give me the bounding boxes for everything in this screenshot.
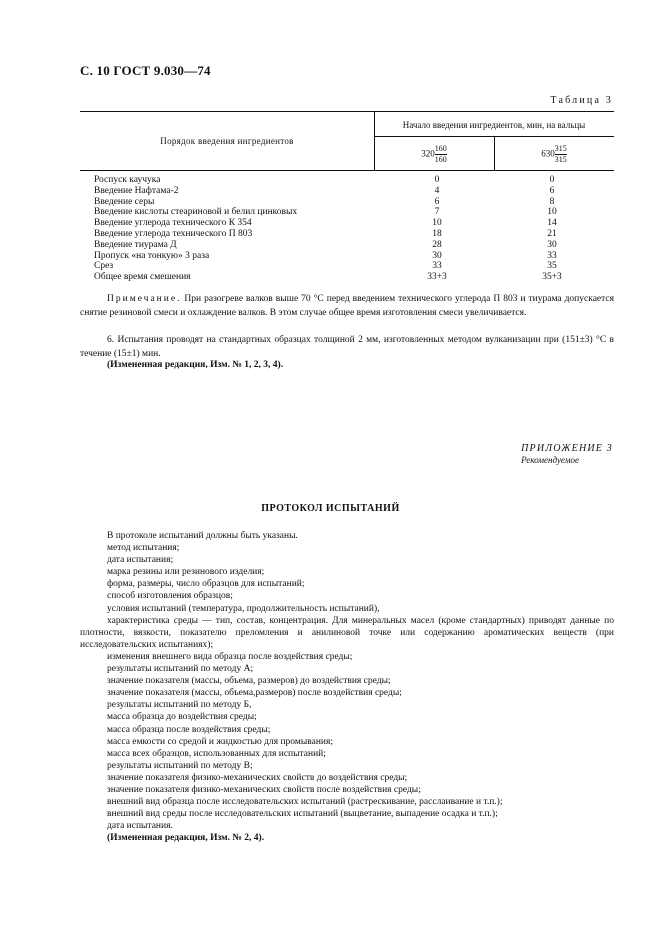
amendment-note-2: (Измененная редакция, Изм. № 2, 4). <box>107 833 265 844</box>
page-header: С. 10 ГОСТ 9.030—74 <box>80 63 211 78</box>
row-value-1: 7 <box>434 207 440 218</box>
amendment-note-1: (Измененная редакция, Изм. № 1, 2, 3, 4). <box>107 360 284 370</box>
appendix-subtitle: Рекомендуемое <box>521 455 579 465</box>
subcolumn-2-fraction <box>555 144 567 165</box>
row-value-2: 6 <box>549 185 555 196</box>
subcolumn-1-denominator: 160 <box>434 155 447 164</box>
protocol-line: способ изготовления образцов; <box>107 591 233 602</box>
column-header-order: Порядок введения ингредиентов <box>160 136 294 146</box>
protocol-line: внешний вид среды после исследовательских испытаний (выцветание, выпадение осадка и т.п.); <box>107 809 498 820</box>
protocol-paragraph: характеристика среды — тип, состав, концентрация. Для минеральных масел (кроме стандартных) приводят данные по плотности, вязкости, показателю преломления и анилиновой точке или содержанию ароматических веществ (при исследовательских испытаниях); <box>80 615 614 650</box>
table-note <box>80 293 614 320</box>
row-name: Срез <box>94 261 114 272</box>
row-value-2: 33 <box>547 250 557 261</box>
column-group-header: Начало введения ингредиентов, мин, на вальцы <box>402 120 586 130</box>
table-row <box>94 175 614 186</box>
table-row <box>94 240 614 251</box>
row-name: Пропуск «на тонкую» 3 раза <box>94 250 210 261</box>
protocol-line: дата испытания. <box>107 821 173 832</box>
table-row <box>94 218 614 229</box>
row-value-1: 6 <box>434 196 440 207</box>
subcolumn-header-2 <box>494 144 614 165</box>
protocol-line: масса всех образцов, использованных для испытаний; <box>107 748 326 759</box>
row-name: Введение кислоты стеариновой и белил цинковых <box>94 207 298 218</box>
table-header-rule <box>80 170 614 171</box>
protocol-line: значение показателя (массы, объема, размеров) до воздействия среды; <box>107 676 391 687</box>
protocol-line: форма, размеры, число образцов для испытаний; <box>107 579 305 590</box>
row-value-2: 35 <box>547 261 557 272</box>
subcolumn-2-denominator: 315 <box>554 155 567 164</box>
table-row <box>94 272 614 283</box>
row-name: Введение тиурама Д <box>94 239 177 250</box>
row-value-2: 14 <box>547 218 557 229</box>
protocol-body <box>80 530 614 844</box>
row-value-1: 28 <box>432 239 442 250</box>
appendix-title: ПРИЛОЖЕНИЕ 3 <box>521 443 613 454</box>
protocol-line: масса образца до воздействия среды; <box>107 712 257 723</box>
row-value-2: 10 <box>547 207 557 218</box>
table-top-rule <box>80 111 614 112</box>
row-name: Введение серы <box>94 196 155 207</box>
table-row <box>94 229 614 240</box>
protocol-line: внешний вид образца после исследовательских испытаний (растрескивание, расслаивание и т.п.); <box>107 797 503 808</box>
table-row <box>94 261 614 272</box>
protocol-title: ПРОТОКОЛ ИСПЫТАНИЙ <box>261 503 400 514</box>
protocol-line: значение показателя (массы, объема,размеров) после воздействия среды; <box>107 688 402 699</box>
protocol-line: изменения внешнего вида образца после воздействия среды; <box>107 651 353 662</box>
row-name: Общее время смешения <box>94 272 191 283</box>
row-value-2: 21 <box>547 228 557 239</box>
row-value-1: 4 <box>434 185 440 196</box>
subcolumn-1-numerator: 160 <box>434 144 447 153</box>
protocol-line: масса емкости со средой и жидкостью для промывания; <box>107 736 334 747</box>
subcolumn-1-fraction <box>435 144 447 165</box>
protocol-line: дата испытания; <box>107 555 174 566</box>
row-name: Введение углерода технического П 803 <box>94 228 253 239</box>
paragraph-item-6: 6. Испытания проводят на стандартных образцах толщиной 2 мм, изготовленных методом вулканизации при (151±3) °С в течение (15±1) мин. <box>80 335 614 359</box>
table-row <box>94 207 614 218</box>
table-row <box>94 251 614 262</box>
subcolumn-2-numerator: 315 <box>554 144 567 153</box>
table-body <box>94 175 614 283</box>
row-value-1: 10 <box>432 218 442 229</box>
row-value-1: 30 <box>432 250 442 261</box>
row-value-1: 33+3 <box>427 272 447 283</box>
table-label: Таблица 3 <box>550 95 613 106</box>
table-row <box>94 197 614 208</box>
row-value-1: 18 <box>432 228 442 239</box>
row-value-2: 0 <box>549 175 555 185</box>
subcolumn-header-1 <box>374 144 494 165</box>
protocol-line: В протоколе испытаний должны быть указаны. <box>107 531 298 541</box>
protocol-line: масса образца после воздействия среды; <box>107 724 271 735</box>
protocol-line: результаты испытаний по методу А; <box>107 664 254 675</box>
protocol-line: значение показателя физико-механических свойств до воздействия среды; <box>107 772 408 783</box>
row-value-2: 30 <box>547 239 557 250</box>
table-row <box>94 186 614 197</box>
protocol-line: условия испытаний (температура, продолжительность испытаний), <box>107 603 380 614</box>
subcolumn-1-prefix: 320 <box>421 148 435 159</box>
note-label: Примечание. <box>107 294 182 304</box>
subcolumn-2-prefix: 630 <box>541 148 555 159</box>
row-value-1: 33 <box>432 261 442 272</box>
row-value-1: 0 <box>434 175 440 185</box>
note-text: При разогреве валков выше 70 °С перед введением технического углерода П 803 и тиурама допускается снятие резиновой смеси и охлаждение валков. В этом случае общее время изготовления смеси увеличивается. <box>80 294 614 318</box>
row-name: Роспуск каучука <box>94 175 161 185</box>
row-value-2: 8 <box>549 196 555 207</box>
row-name: Введение Нафтама-2 <box>94 185 179 196</box>
protocol-line: метод испытания; <box>107 543 180 554</box>
protocol-line: результаты испытаний по методу В; <box>107 760 253 771</box>
row-value-2: 35+3 <box>542 272 562 283</box>
row-name: Введение углерода технического К 354 <box>94 218 252 229</box>
protocol-line: результаты испытаний по методу Б, <box>107 700 252 711</box>
appendix-heading <box>521 443 613 465</box>
protocol-line: марка резины или резинового изделия; <box>107 567 265 578</box>
protocol-line: значение показателя физико-механических свойств после воздействия среды; <box>107 784 421 795</box>
